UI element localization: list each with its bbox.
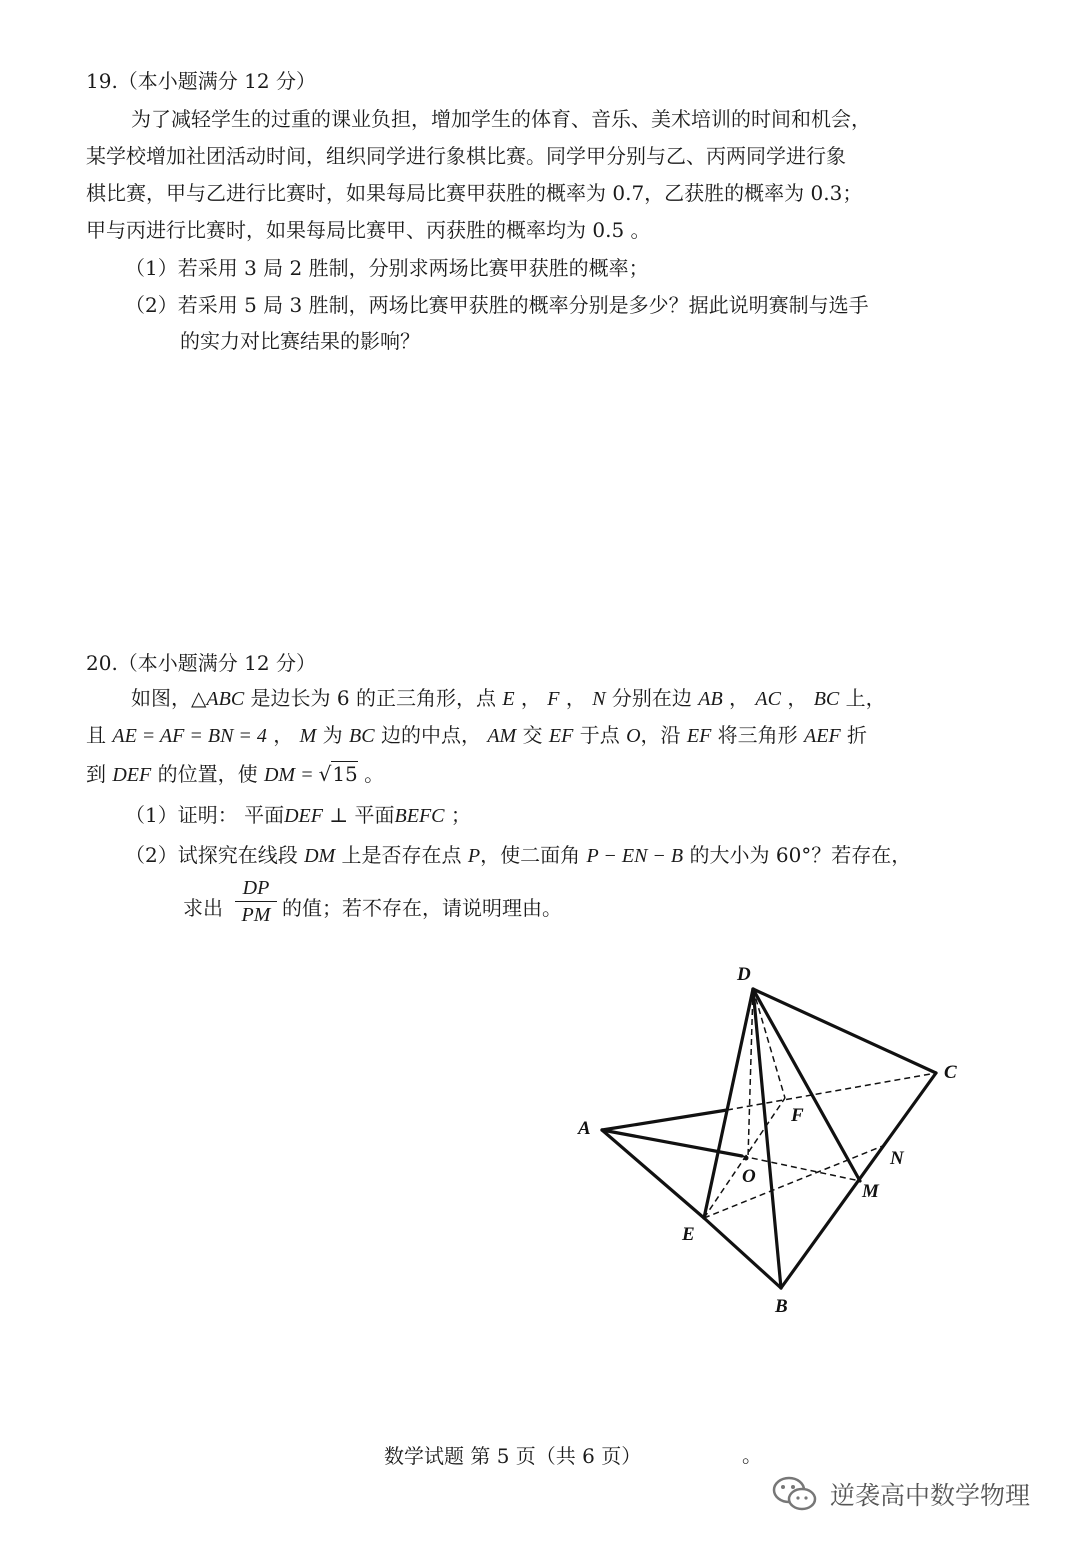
q20-l2-text-i: 折 — [840, 723, 868, 747]
q19-part-2-line-2: 的实力对比赛结果的影响？ — [180, 329, 420, 353]
label-a: A — [578, 1118, 591, 1139]
q20-l1-sep-1: ， — [514, 686, 548, 710]
q20-l1-text-d: 分别在边 — [605, 686, 699, 710]
q19-para-line-2: 某学校增加社团活动时间，组织同学进行象棋比赛。同学甲分别与乙、丙两同学进行象 — [86, 144, 846, 168]
side-ac: AC — [755, 688, 781, 710]
fraction-bar — [235, 901, 277, 902]
q20-line-2 — [86, 720, 867, 751]
q19-para-line-4: 甲与丙进行比赛时，如果每局比赛甲、丙获胜的概率均为 0.5 。 — [86, 218, 651, 242]
triangle-abc: △ABC — [191, 688, 245, 710]
segment-am: AM — [487, 725, 517, 747]
fraction-numerator: DP — [242, 877, 270, 899]
perpendicular-symbol: ⊥ — [322, 803, 355, 827]
q20-l2-text-f: 于点 — [573, 723, 627, 747]
side-bc: BC — [813, 688, 840, 710]
q20-l5-text-c: ，使二面角 — [480, 843, 587, 867]
q20-l3-text-b: 的位置，使 — [151, 762, 264, 786]
edge-bc — [781, 1073, 936, 1288]
plane-befc: BEFC — [394, 805, 445, 827]
segment-ef-2: EF — [686, 725, 712, 747]
q20-part-2-rest: 的值；若不存在，请说明理由。 — [282, 896, 562, 920]
footer-mark: 。 — [742, 1443, 762, 1467]
q20-l5-text-b: 上是否存在点 — [335, 843, 468, 867]
segment-ef: EF — [548, 725, 574, 747]
geometry-figure — [560, 950, 980, 1330]
point-n: N — [592, 688, 606, 710]
q20-l1-text-end: 上， — [839, 686, 886, 710]
q20-part-1 — [125, 800, 471, 831]
point-p: P — [467, 845, 481, 867]
label-b: B — [775, 1296, 788, 1317]
watermark-text: 逆袭高中数学物理 — [830, 1481, 1031, 1510]
edge-dc — [753, 989, 936, 1073]
q19-heading: 19.（本小题满分 12 分） — [86, 69, 316, 93]
q20-l3-text-a: 到 — [86, 762, 113, 786]
plane-def: DEF — [284, 805, 323, 827]
segment-dm: DM — [304, 845, 336, 867]
q20-heading: 20.（本小题满分 12 分） — [86, 651, 316, 675]
edge-a-top — [602, 1110, 727, 1130]
q20-l5-text-d: 的大小为 — [683, 843, 776, 867]
label-f: F — [791, 1105, 804, 1126]
wechat-icon — [770, 1474, 820, 1514]
dihedral-angle: P − EN − B — [586, 845, 684, 867]
q19-part-2-line-1: （2）若采用 5 局 3 胜制，两场比赛甲获胜的概率分别是多少？据此说明赛制与选手 — [125, 293, 869, 317]
dashed-om — [742, 1156, 860, 1181]
sqrt-sign: √ — [318, 762, 332, 786]
q20-l2-text-e: 交 — [516, 723, 549, 747]
angle-60: 60° — [775, 843, 812, 867]
fraction-dp-pm — [235, 876, 277, 927]
q19-part-1: （1）若采用 3 局 2 胜制，分别求两场比赛甲获胜的概率； — [125, 256, 649, 280]
point-o-dot — [744, 1156, 749, 1161]
q20-l2-sep-1: ， — [266, 723, 300, 747]
dashed-ac — [727, 1073, 936, 1110]
q20-l4-text-a: （1）证明： 平面 — [125, 803, 285, 827]
point-f: F — [547, 688, 560, 710]
q19-para-line-3: 棋比赛，甲与乙进行比赛时，如果每局比赛甲获胜的概率为 0.7，乙获胜的概率为 0.3； — [86, 181, 863, 205]
sqrt-radicand: 15 — [332, 762, 358, 786]
point-m: M — [299, 725, 317, 747]
q20-l4-text-c: ； — [444, 803, 471, 827]
q20-line-1 — [131, 683, 886, 714]
point-e: E — [502, 688, 515, 710]
q20-l2-text-d: 边的中点， — [374, 723, 488, 747]
q19-para-line-1: 为了减轻学生的过重的课业负担，增加学生的体育、音乐、美术培训的时间和机会， — [131, 107, 871, 131]
label-o: O — [742, 1166, 756, 1187]
q20-part-2 — [125, 840, 911, 871]
q20-l1-sep-2: ， — [559, 686, 593, 710]
q20-part-2-ask: 求出 — [183, 896, 223, 920]
label-e: E — [682, 1224, 695, 1245]
label-n: N — [890, 1148, 904, 1169]
page-footer: 数学试题 第 5 页（共 6 页） — [384, 1444, 642, 1468]
equation-dm: DM = — [263, 764, 319, 786]
side-bc-2: BC — [349, 725, 375, 747]
equation-ae-af-bn: AE = AF = BN = 4 — [112, 725, 267, 747]
q20-l1-sep-3: ， — [722, 686, 756, 710]
q20-l2-text-h: 将三角形 — [711, 723, 805, 747]
q20-l2-text-c: 为 — [316, 723, 350, 747]
q20-l4-text-b: 平面 — [354, 803, 395, 827]
q20-l3-text-c: 。 — [357, 762, 385, 786]
triangle-aef: AEF — [804, 725, 841, 747]
fraction-denominator: PM — [241, 904, 271, 926]
label-c: C — [944, 1062, 957, 1083]
side-ab: AB — [698, 688, 723, 710]
triangle-def: DEF — [112, 764, 152, 786]
label-d: D — [737, 964, 751, 985]
label-m: M — [862, 1181, 879, 1202]
q20-line-3 — [86, 759, 384, 790]
point-o: O — [626, 725, 641, 747]
edge-eb — [704, 1218, 781, 1288]
q20-l5-text-e: ？若存在， — [811, 843, 912, 867]
watermark — [770, 1472, 1030, 1516]
edge-ae — [602, 1130, 704, 1218]
q20-l1-text-b: 是边长为 6 的正三角形，点 — [244, 686, 503, 710]
q20-l5-text-a: （2）试探究在线段 — [125, 843, 305, 867]
q20-l1-text-a: 如图， — [131, 686, 191, 710]
q20-l1-sep-4: ， — [780, 686, 814, 710]
q20-l2-text-a: 且 — [86, 723, 113, 747]
q20-l2-text-g: ，沿 — [640, 723, 687, 747]
